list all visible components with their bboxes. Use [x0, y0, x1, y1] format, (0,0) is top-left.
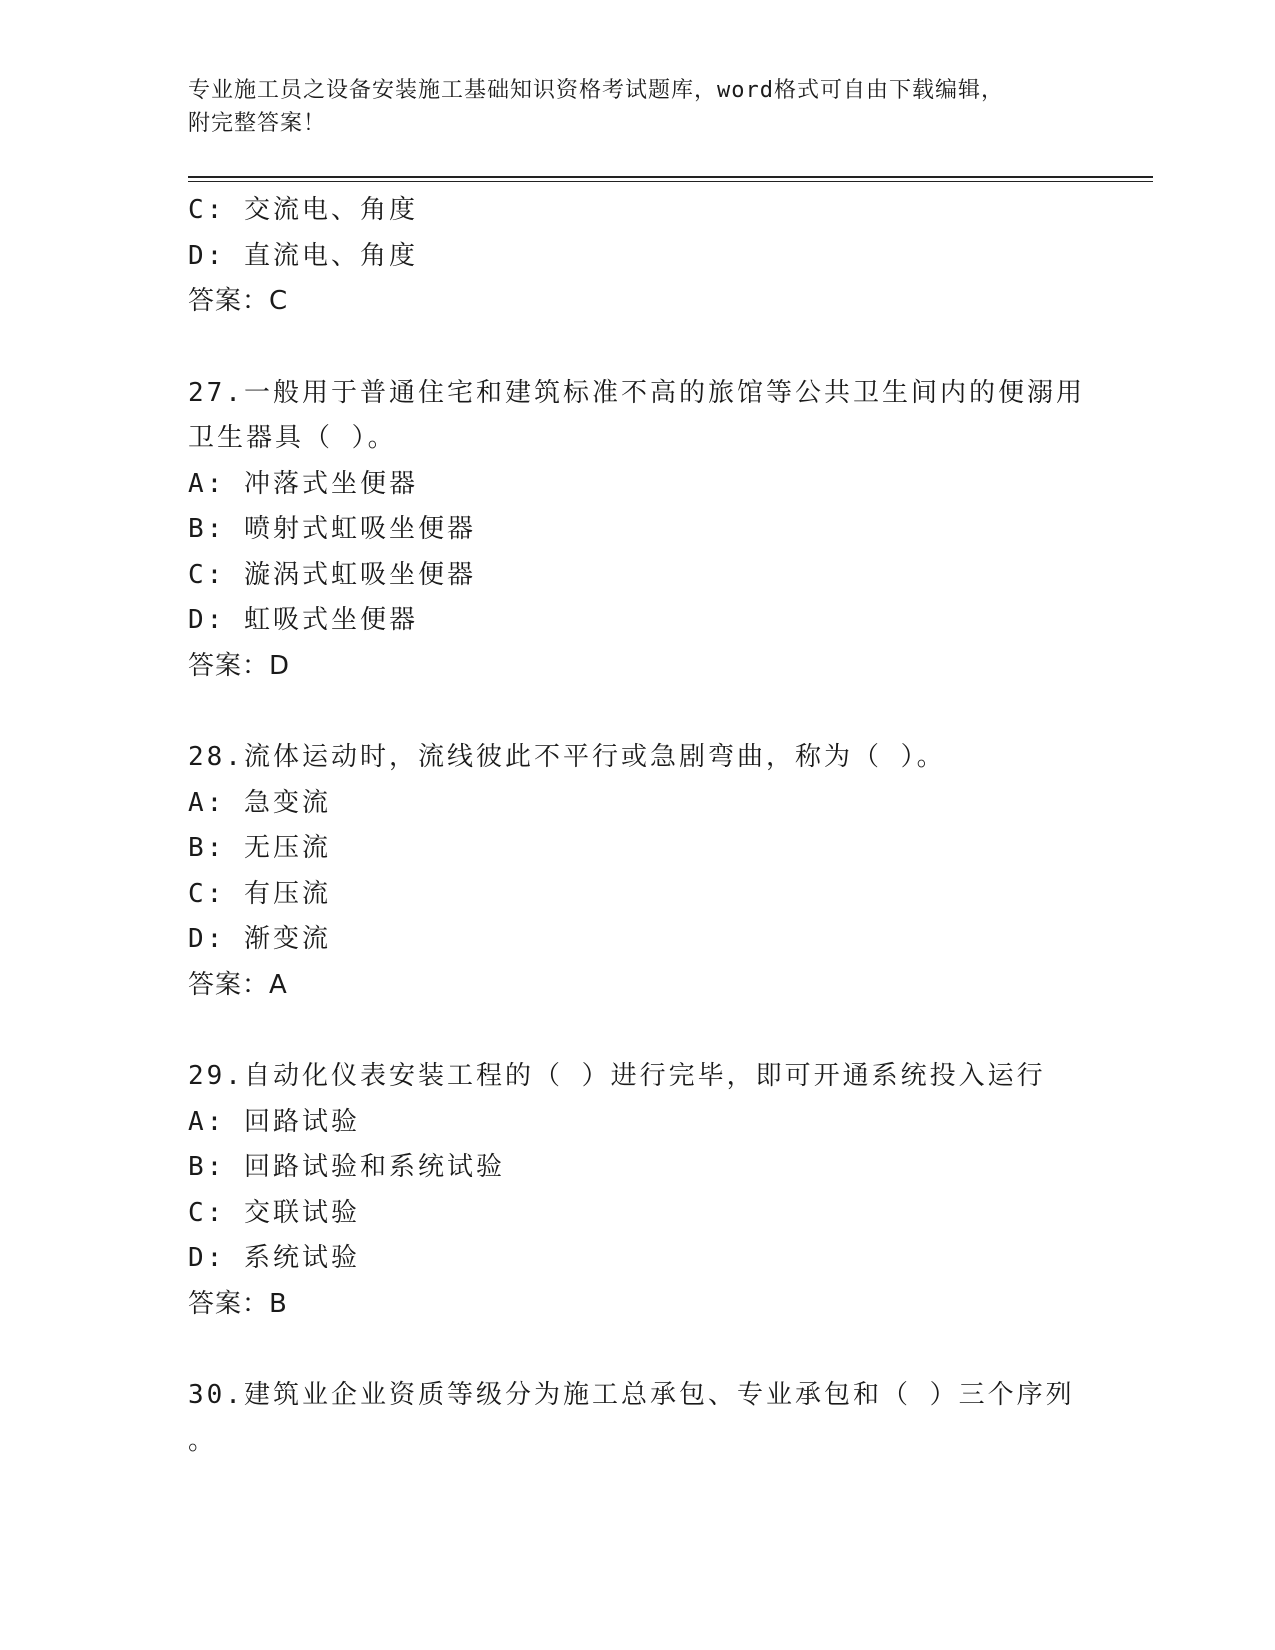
spacer — [188, 1008, 1088, 1054]
question-list — [188, 188, 1088, 1464]
answer-line: 答案：B — [188, 1288, 288, 1319]
spacer — [188, 325, 1088, 371]
header-rule-thin — [188, 181, 1153, 182]
option-a: A: 急变流 — [188, 787, 331, 818]
option-c: C: 交流电、角度 — [188, 195, 418, 225]
question-28 — [188, 735, 1088, 1008]
answer-line: 答案：C — [188, 286, 289, 316]
option-c: C: 漩涡式虹吸坐便器 — [188, 559, 476, 590]
question-29 — [188, 1054, 1088, 1327]
option-b: B: 喷射式虹吸坐便器 — [188, 514, 476, 544]
document-header — [188, 74, 1088, 140]
option-d: D: 直流电、角度 — [188, 240, 418, 271]
question-stem: 27.一般用于普通住宅和建筑标准不高的旅馆等公共卫生间内的便溺用 — [188, 377, 1085, 408]
question-stem-continued: 。 — [188, 1425, 218, 1456]
header-line-1: 专业施工员之设备安装施工基础知识资格考试题库，word格式可自由下载编辑， — [188, 78, 1004, 103]
answer-line: 答案：D — [188, 650, 291, 681]
question-stem: 28.流体运动时，流线彼此不平行或急剧弯曲，称为（ ）。 — [188, 742, 946, 772]
option-a: A: 回路试验 — [188, 1106, 360, 1137]
option-d: D: 虹吸式坐便器 — [188, 605, 418, 635]
question-27 — [188, 371, 1088, 690]
question-stem-continued: 卫生器具（ ）。 — [188, 423, 397, 453]
question-fragment — [188, 188, 1088, 325]
question-stem: 30.建筑业企业资质等级分为施工总承包、专业承包和（ ）三个序列 — [188, 1380, 1075, 1410]
option-c: C: 交联试验 — [188, 1197, 360, 1228]
option-d: D: 系统试验 — [188, 1243, 360, 1273]
header-rule-thick — [188, 176, 1153, 178]
question-30 — [188, 1373, 1088, 1464]
question-stem: 29.自动化仪表安装工程的（ ）进行完毕，即可开通系统投入运行 — [188, 1061, 1046, 1091]
answer-line: 答案：A — [188, 969, 288, 1000]
option-a: A: 冲落式坐便器 — [188, 468, 418, 499]
option-d: D: 渐变流 — [188, 924, 331, 954]
option-b: B: 无压流 — [188, 833, 331, 863]
spacer — [188, 689, 1088, 735]
option-b: B: 回路试验和系统试验 — [188, 1152, 505, 1182]
spacer — [188, 1327, 1088, 1373]
option-c: C: 有压流 — [188, 878, 331, 909]
header-line-2: 附完整答案！ — [188, 111, 327, 136]
